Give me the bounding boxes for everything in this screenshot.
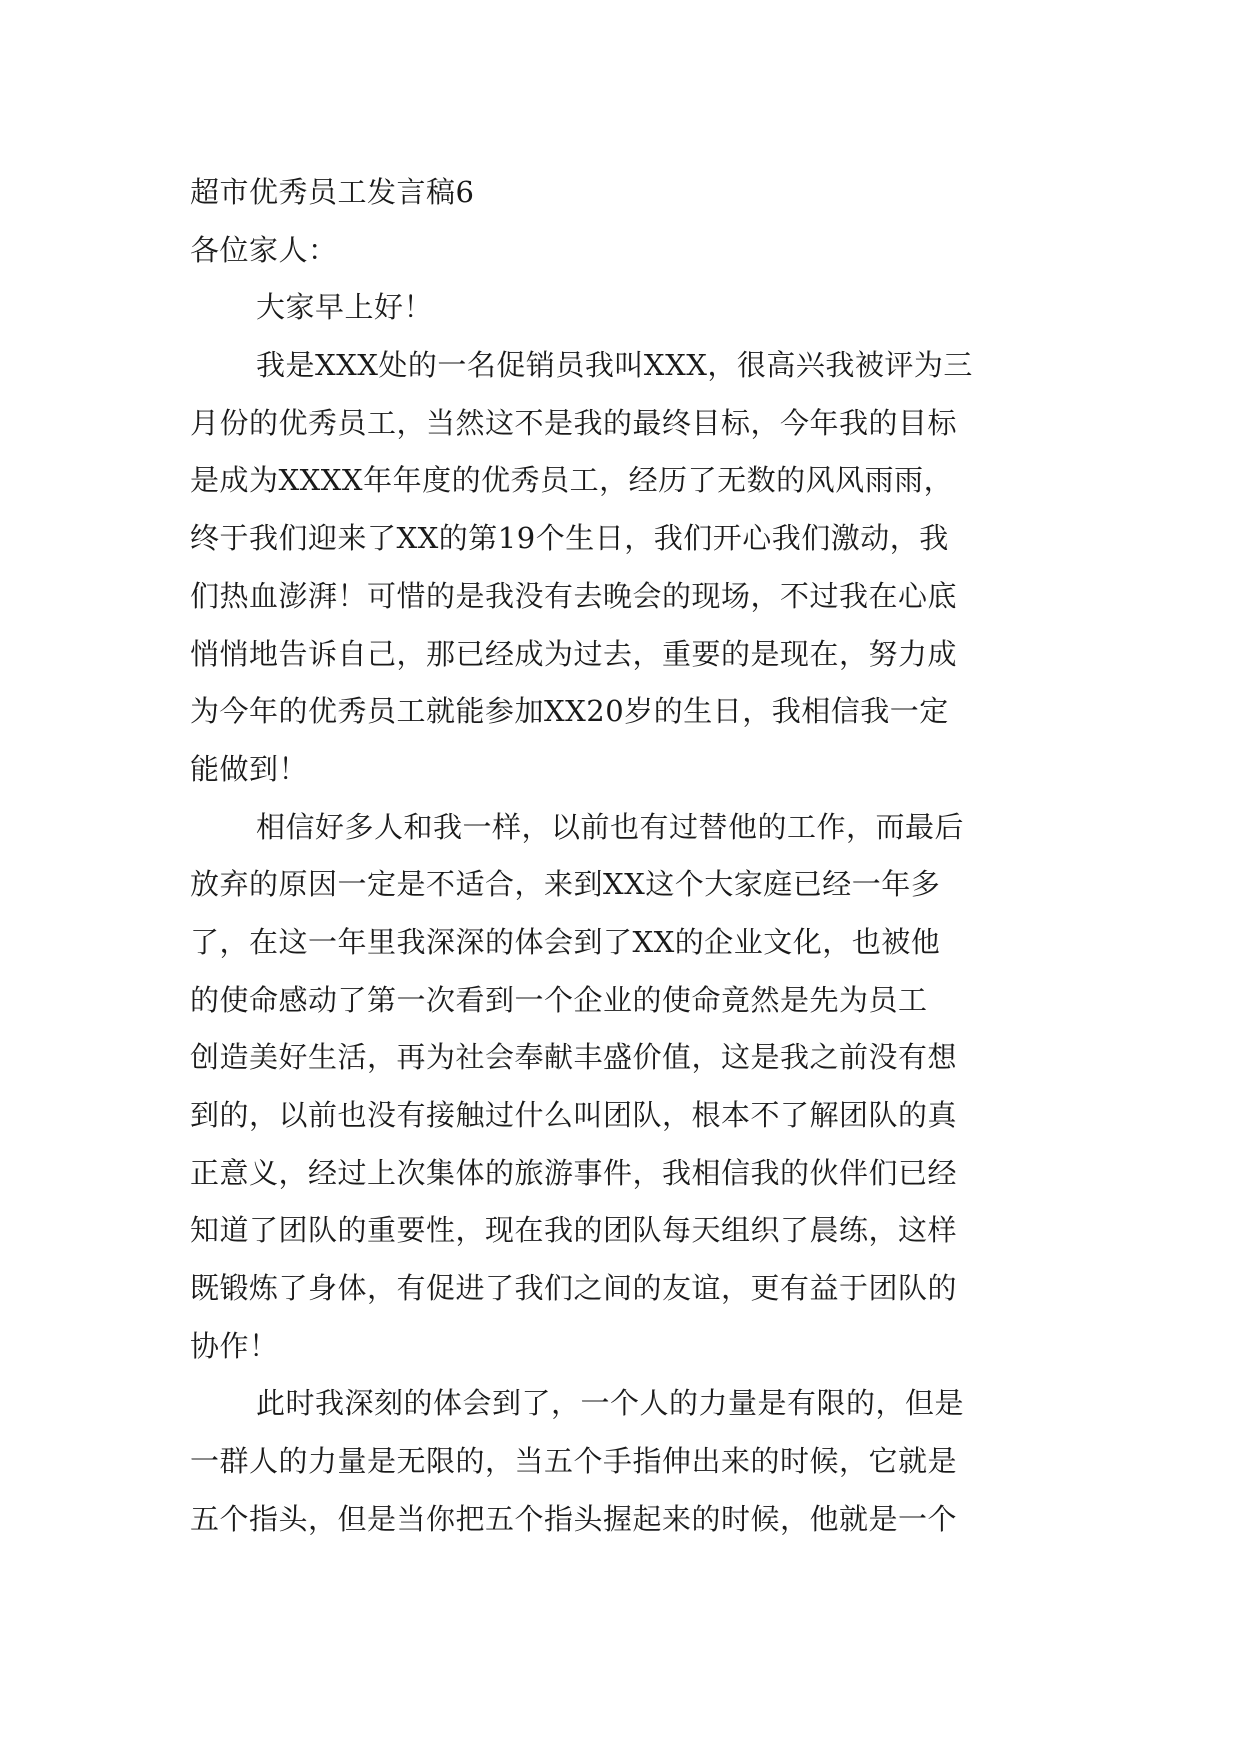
paragraph-2-line-3: 是成为XXXX年年度的优秀员工，经历了无数的风风雨雨， bbox=[190, 463, 954, 498]
paragraph-2-line-1: 我是XXX处的一名促销员我叫XXX，很高兴我被评为三 bbox=[256, 348, 973, 383]
paragraph-3-line-10: 协作！ bbox=[190, 1328, 279, 1363]
paragraph-3-line-5: 创造美好生活，再为社会奉献丰盛价值，这是我之前没有想 bbox=[190, 1040, 958, 1075]
paragraph-3-line-7: 正意义，经过上次集体的旅游事件，我相信我的伙伴们已经 bbox=[190, 1155, 958, 1190]
paragraph-2-line-7: 为今年的优秀员工就能参加XX20岁的生日，我相信我一定 bbox=[190, 694, 949, 729]
paragraph-3-line-4: 的使命感动了第一次看到一个企业的使命竟然是先为员工 bbox=[190, 982, 928, 1017]
paragraph-2-line-2: 月份的优秀员工，当然这不是我的最终目标，今年我的目标 bbox=[190, 405, 958, 440]
paragraph-2-line-6: 悄悄地告诉自己，那已经成为过去，重要的是现在，努力成 bbox=[190, 636, 958, 671]
paragraph-3-line-8: 知道了团队的重要性，现在我的团队每天组织了晨练，这样 bbox=[190, 1213, 958, 1248]
document-title: 超市优秀员工发言稿6 bbox=[190, 175, 475, 209]
document-body bbox=[190, 164, 1056, 1549]
paragraph-4-line-1: 此时我深刻的体会到了，一个人的力量是有限的，但是 bbox=[256, 1386, 965, 1421]
paragraph-2-line-5: 们热血澎湃！可惜的是我没有去晚会的现场，不过我在心底 bbox=[190, 578, 958, 613]
salutation: 各位家人： bbox=[190, 232, 338, 267]
paragraph-2-line-4: 终于我们迎来了XX的第19个生日，我们开心我们激动，我 bbox=[190, 521, 949, 556]
paragraph-3-line-6: 到的，以前也没有接触过什么叫团队，根本不了解团队的真 bbox=[190, 1098, 958, 1132]
paragraph-2-line-8: 能做到！ bbox=[190, 751, 309, 786]
paragraph-3-line-9: 既锻炼了身体，有促进了我们之间的友谊，更有益于团队的 bbox=[190, 1271, 958, 1306]
paragraph-3-line-1: 相信好多人和我一样，以前也有过替他的工作，而最后 bbox=[256, 809, 965, 844]
paragraph-3-line-3: 了，在这一年里我深深的体会到了XX的企业文化，也被他 bbox=[190, 924, 941, 959]
paragraph-3-line-2: 放弃的原因一定是不适合，来到XX这个大家庭已经一年多 bbox=[190, 867, 941, 902]
paragraph-1-line-1: 大家早上好！ bbox=[256, 290, 434, 325]
paragraph-4-line-2: 一群人的力量是无限的，当五个手指伸出来的时候，它就是 bbox=[190, 1444, 958, 1479]
paragraph-4-line-3: 五个指头，但是当你把五个指头握起来的时候，他就是一个 bbox=[190, 1501, 958, 1536]
